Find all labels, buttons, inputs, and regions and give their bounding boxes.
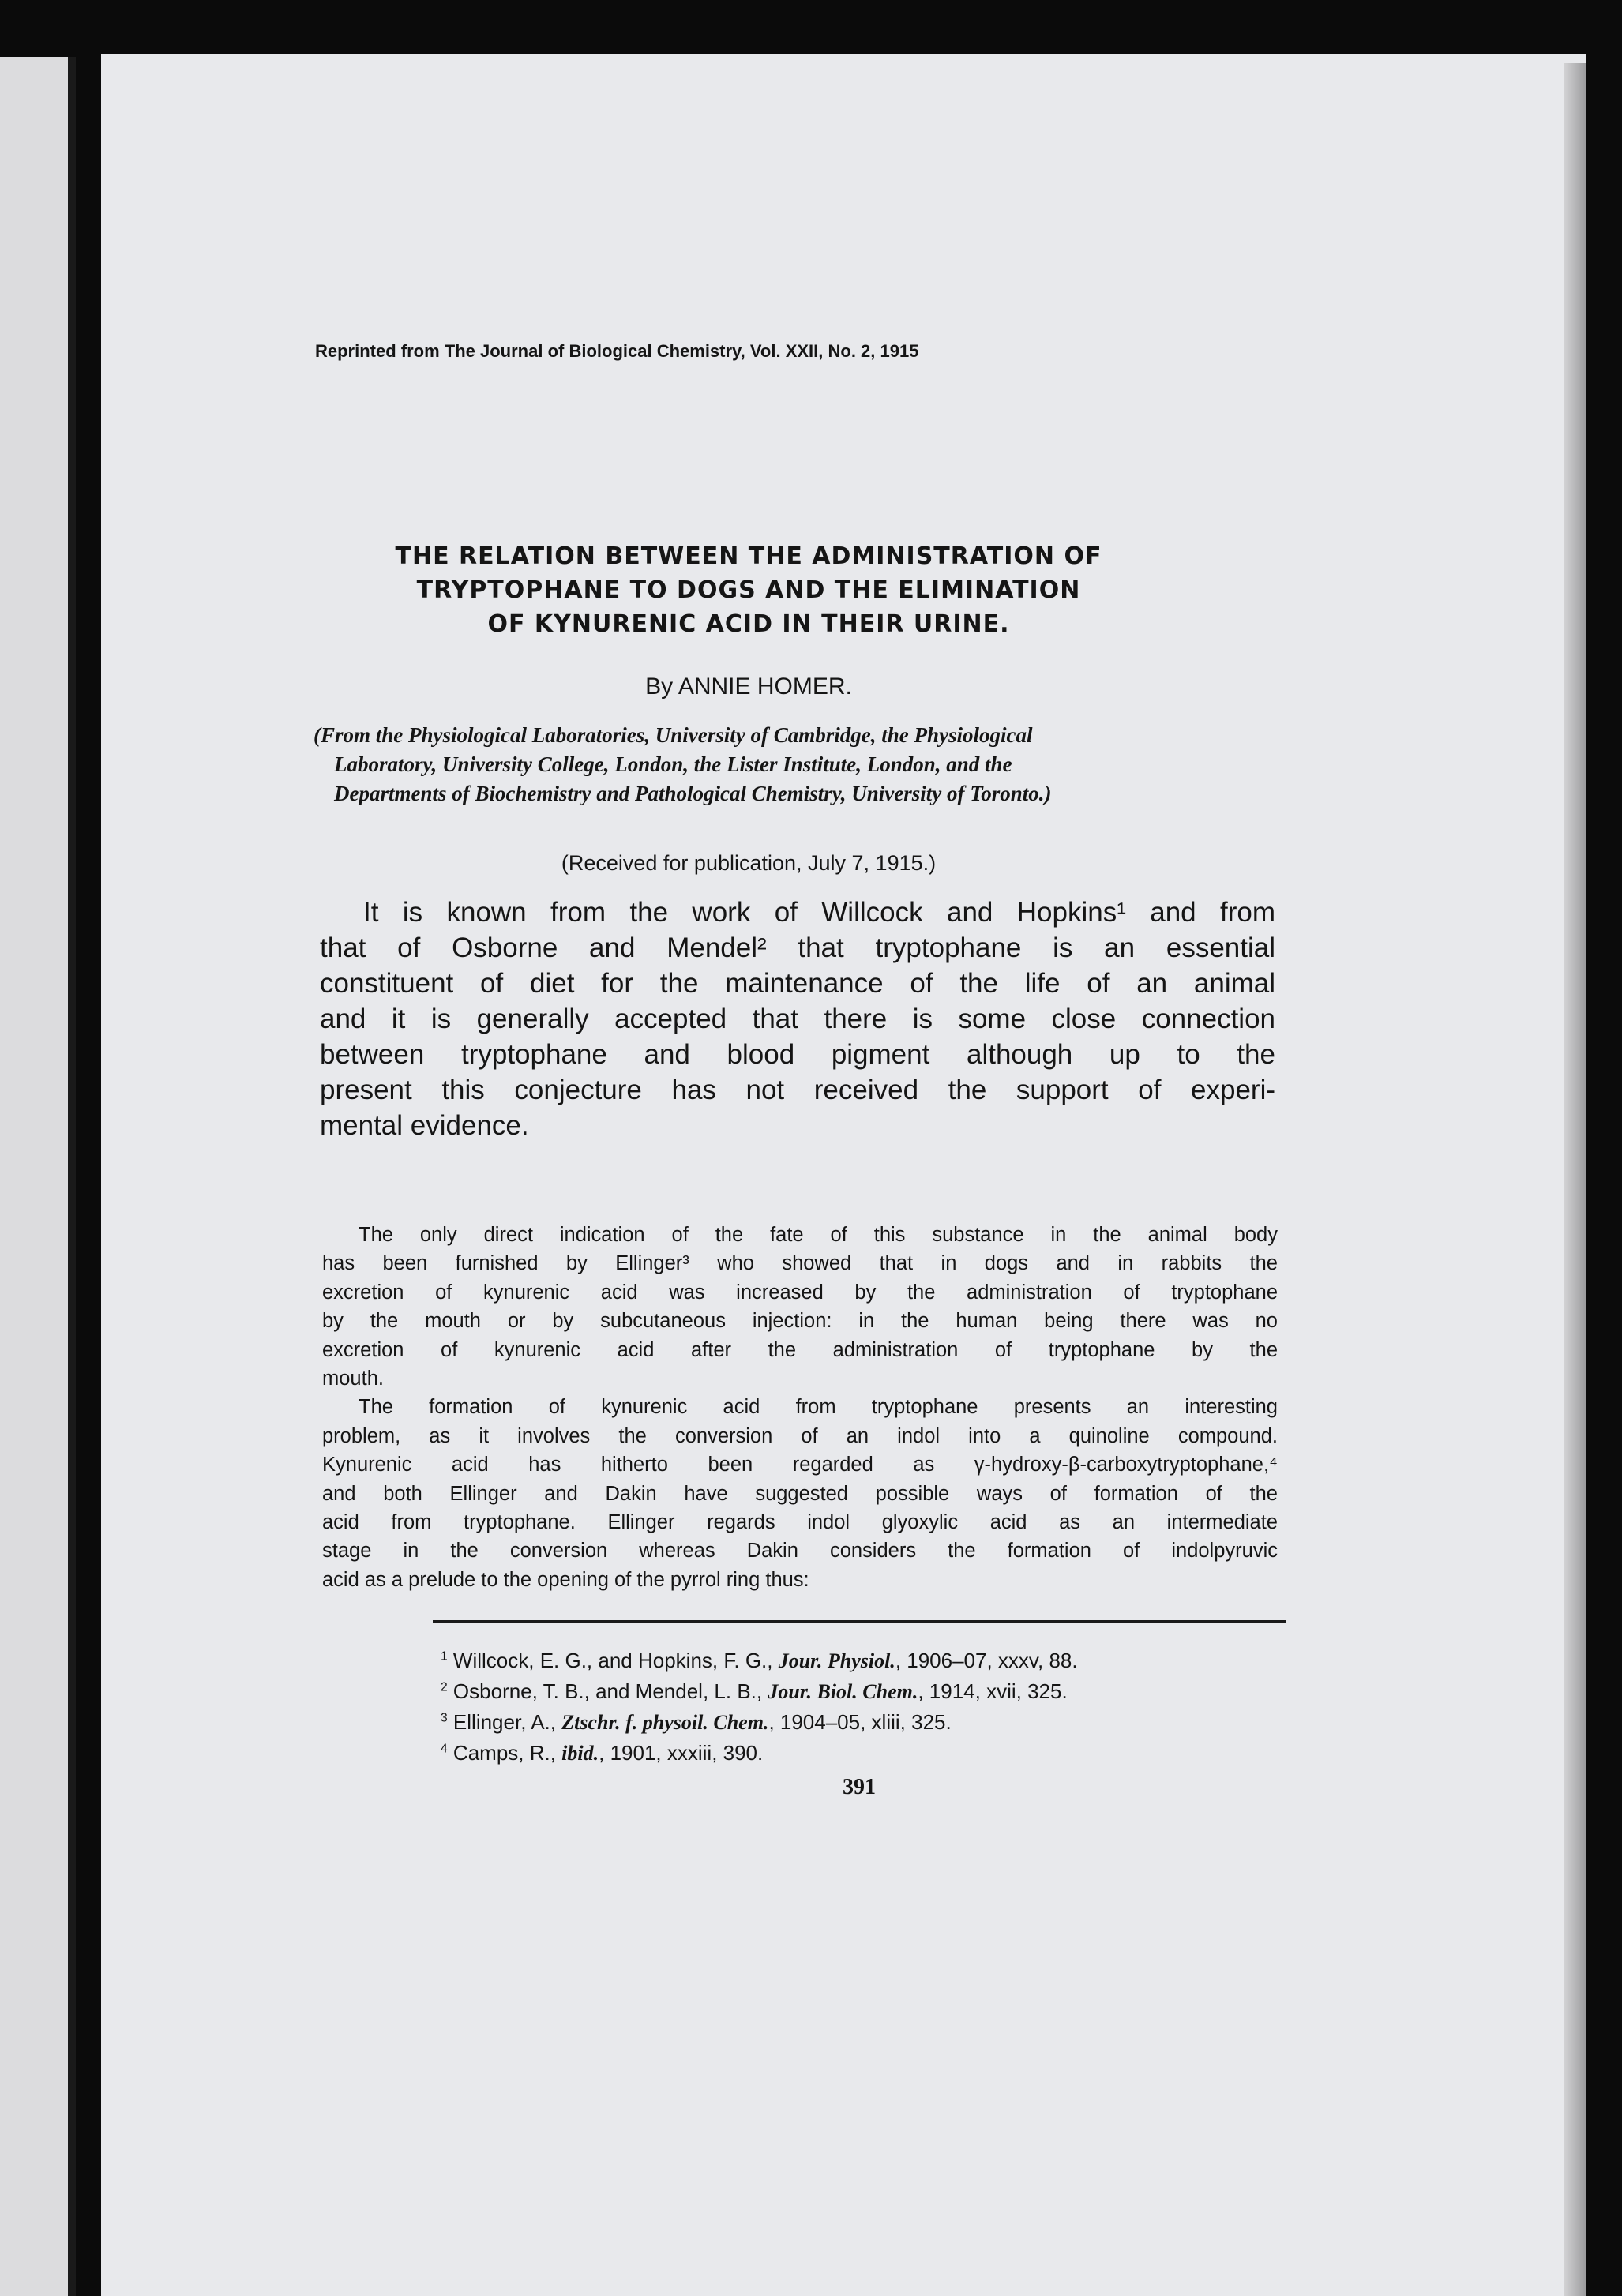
body-text <box>322 1221 1278 1594</box>
body-line: Kynurenic acid has hitherto been regarded as γ-hydroxy-β-carboxytryptophane,⁴ <box>322 1454 1278 1476</box>
footnote-journal: Jour. Physiol. <box>778 1649 895 1672</box>
footnote-authors: Ellinger, A., <box>452 1710 562 1734</box>
footnote <box>441 1645 1309 1676</box>
binding-shadow <box>68 57 76 2296</box>
received-date: (Received for publication, July 7, 1915.) <box>561 851 937 875</box>
body-line: The formation of kynurenic acid from tryptophane presents an interesting <box>359 1396 1278 1419</box>
intro-line: mental evidence. <box>320 1110 529 1141</box>
footnote-citation: , 1914, xvii, 325. <box>918 1679 1068 1703</box>
footnote <box>441 1676 1309 1707</box>
title-line: OF KYNURENIC ACID IN THEIR URINE. <box>487 610 1010 638</box>
footnote-citation: , 1901, xxxiii, 390. <box>599 1741 764 1765</box>
title-line: TRYPTOPHANE TO DOGS AND THE ELIMINATION <box>416 576 1081 604</box>
intro-line: It is known from the work of Willcock and Hopkins¹ and from <box>363 897 1275 928</box>
footnote-rule <box>433 1620 1286 1623</box>
body-line: acid from tryptophane. Ellinger regards indol glyoxylic acid as an intermediate <box>322 1511 1278 1534</box>
intro-line: between tryptophane and blood pigment although up to the <box>320 1039 1275 1070</box>
body-line: stage in the conversion whereas Dakin considers the formation of indolpyruvic <box>322 1540 1278 1563</box>
footnote <box>441 1738 1309 1769</box>
footnote-journal: Jour. Biol. Chem. <box>768 1680 918 1703</box>
journal-page <box>101 54 1586 2296</box>
footnote-journal: ibid. <box>561 1742 599 1765</box>
body-line: and both Ellinger and Dakin have suggested possible ways of formation of the <box>322 1482 1278 1505</box>
reprint-header: Reprinted from The Journal of Biological Chemistry, Vol. XXII, No. 2, 1915 <box>315 341 919 361</box>
body-line: excretion of kynurenic acid was increased by the administration of tryptophane <box>322 1281 1278 1304</box>
body-line: mouth. <box>322 1367 384 1390</box>
footnote-number: 2 <box>441 1680 448 1694</box>
footnote-citation: , 1906–07, xxxv, 88. <box>895 1649 1078 1672</box>
title-line: THE RELATION BETWEEN THE ADMINISTRATION OF <box>395 542 1102 570</box>
body-line: acid as a prelude to the opening of the pyrrol ring thus: <box>322 1568 809 1591</box>
footnotes <box>441 1645 1309 1769</box>
page-number: 391 <box>843 1775 876 1799</box>
intro-line: and it is generally accepted that there is some close connection <box>320 1004 1275 1034</box>
footnote-citation: , 1904–05, xliii, 325. <box>768 1710 952 1734</box>
footnote <box>441 1707 1309 1738</box>
footnote-number: 1 <box>441 1649 448 1664</box>
footnote-authors: Willcock, E. G., and Hopkins, F. G., <box>452 1649 779 1672</box>
author-byline: By ANNIE HOMER. <box>645 673 852 700</box>
body-line: The only direct indication of the fate of this substance in the animal body <box>359 1224 1278 1246</box>
page-edge-shadow <box>1564 63 1586 2296</box>
footnote-number: 4 <box>441 1742 448 1756</box>
footnote-journal: Ztschr. f. physoil. Chem. <box>561 1711 769 1734</box>
body-line: by the mouth or by subcutaneous injection: in the human being there was no <box>322 1310 1278 1333</box>
affiliation-line: Laboratory, University College, London, the Lister Institute, London, and the <box>334 752 1012 776</box>
intro-paragraph <box>320 895 1275 1143</box>
footnote-authors: Osborne, T. B., and Mendel, L. B., <box>452 1679 768 1703</box>
affiliation-line: (From the Physiological Laboratories, University of Cambridge, the Physiological <box>314 723 1033 747</box>
body-line: problem, as it involves the conversion of an indol into a quinoline compound. <box>322 1424 1278 1447</box>
footnote-number: 3 <box>441 1711 448 1725</box>
intro-line: present this conjecture has not received the support of experi- <box>320 1075 1275 1105</box>
affiliation-line: Departments of Biochemistry and Pathological Chemistry, University of Toronto.) <box>334 782 1052 805</box>
body-line: excretion of kynurenic acid after the administration of tryptophane by the <box>322 1338 1278 1361</box>
body-line: has been furnished by Ellinger³ who showed that in dogs and in rabbits the <box>322 1252 1278 1275</box>
affiliation <box>314 721 1277 808</box>
article-title <box>259 539 1238 641</box>
intro-line: that of Osborne and Mendel² that tryptophane is an essential <box>320 932 1275 963</box>
footnote-authors: Camps, R., <box>452 1741 562 1765</box>
intro-line: constituent of diet for the maintenance of the life of an animal <box>320 968 1275 999</box>
previous-page-edge <box>0 57 76 2296</box>
